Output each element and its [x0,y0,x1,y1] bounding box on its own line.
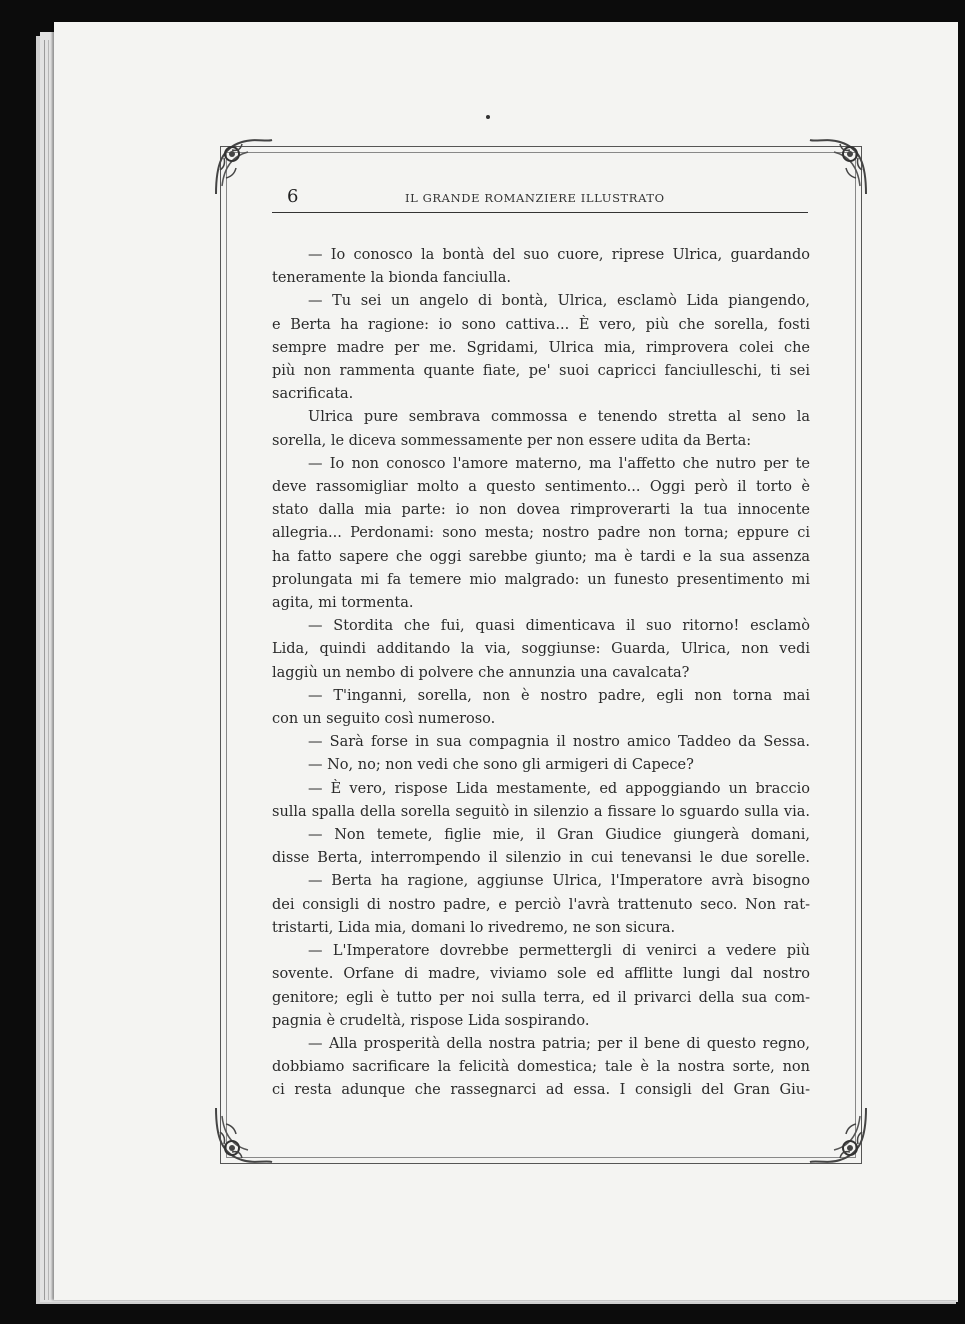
page-number: 6 [287,186,299,207]
text-line: — L'Imperatore dovrebbe permettergli di venirci a vedere più [308,943,810,960]
text-line: dobbiamo sacrificare la felicità domestica; tale è la nostra sorte, non [272,1059,810,1076]
text-line: agita, mi tormenta. [272,595,414,612]
text-line: — No, no; non vedi che sono gli armigeri di Capece? [308,757,694,774]
text-line: — Stordita che fui, quasi dimenticava il suo ritorno! esclamò [308,618,810,635]
text-line: allegria... Perdonami: sono mesta; nostro padre non torna; eppure ci [272,525,810,542]
text-line: Ulrica pure sembrava commossa e tenendo stretta al seno la [308,409,810,426]
text-line: sacrificata. [272,386,354,403]
text-line: — Io non conosco l'amore materno, ma l'affetto che nutro per te [308,455,810,472]
text-line: — Sarà forse in sua compagnia il nostro amico Taddeo da Sessa. [308,734,810,751]
text-line: — È vero, rispose Lida mestamente, ed appoggiando un braccio [308,780,810,797]
ornament-corner-icon [212,134,276,198]
ink-speck [486,115,490,119]
text-line: — Non temete, figlie mie, il Gran Giudice giungerà domani, [308,827,810,844]
text-line: e Berta ha ragione: io sono cattiva... È vero, più che sorella, fosti [272,316,810,333]
ornament-corner-icon [212,1104,276,1168]
text-line: più non rammenta quante fiate, pe' suoi capricci fanciulleschi, ti sei [272,363,810,380]
text-line: ha fatto sapere che oggi sarebbe giunto; ma è tardi e la sua assenza [272,548,810,565]
text-line: sorella, le diceva sommessamente per non essere udita da Berta: [272,432,752,449]
text-line: — Tu sei un angelo di bontà, Ulrica, esclamò Lida piangendo, [308,293,810,310]
text-line: sempre madre per me. Sgridami, Ulrica mia, rimprovera colei che [272,339,810,356]
text-line: con un seguito così numeroso. [272,711,496,728]
text-line: laggiù un nembo di polvere che annunzia una cavalcata? [272,664,690,681]
text-line: dei consigli di nostro padre, e perciò l'avrà trattenuto seco. Non rat- [272,896,810,913]
text-line: prolungata mi fa temere mio malgrado: un funesto presentimento mi [272,571,810,588]
text-line: stato dalla mia parte: io non dovea rimproverarti la tua innocente [272,502,810,519]
text-line: Lida, quindi additando la via, soggiunse: Guarda, Ulrica, non vedi [272,641,810,658]
text-line: disse Berta, interrompendo il silenzio in cui tenevansi le due sorelle. [272,850,810,867]
text-line: genitore; egli è tutto per noi sulla terra, ed il privarci della sua com- [272,989,810,1006]
ornament-corner-icon [806,134,870,198]
text-line: — Io conosco la bontà del suo cuore, riprese Ulrica, guardando [308,247,810,263]
text-line: ci resta adunque che rassegnarci ad essa. I consigli del Gran Giu- [272,1082,810,1099]
text-line: deve rassomigliar molto a questo sentimento... Oggi però il torto è [272,479,810,496]
text-line: tristarti, Lida mia, domani lo rivedremo, ne son sicura. [272,919,676,936]
ornament-corner-icon [806,1104,870,1168]
text-line: sovente. Orfane di madre, viviamo sole ed afflitte lungi dal nostro [272,966,810,983]
text-line: — Berta ha ragione, aggiunse Ulrica, l'Imperatore avrà bisogno [308,873,810,890]
header-rule [272,212,808,213]
running-head: IL GRANDE ROMANZIERE ILLUSTRATO [405,191,665,205]
text-line: pagnia è crudeltà, rispose Lida sospirando. [272,1012,590,1029]
text-line: — Alla prosperità della nostra patria; per il bene di questo regno, [308,1035,810,1052]
body-text [272,244,810,1103]
page-edge [48,40,49,1300]
text-line: teneramente la bionda fanciulla. [272,270,511,287]
text-line: sulla spalla della sorella seguitò in silenzio a fissare lo sguardo sulla via. [272,803,810,820]
text-line: — T'inganni, sorella, non è nostro padre, egli non torna mai [308,687,810,704]
page-edge [44,40,45,1300]
